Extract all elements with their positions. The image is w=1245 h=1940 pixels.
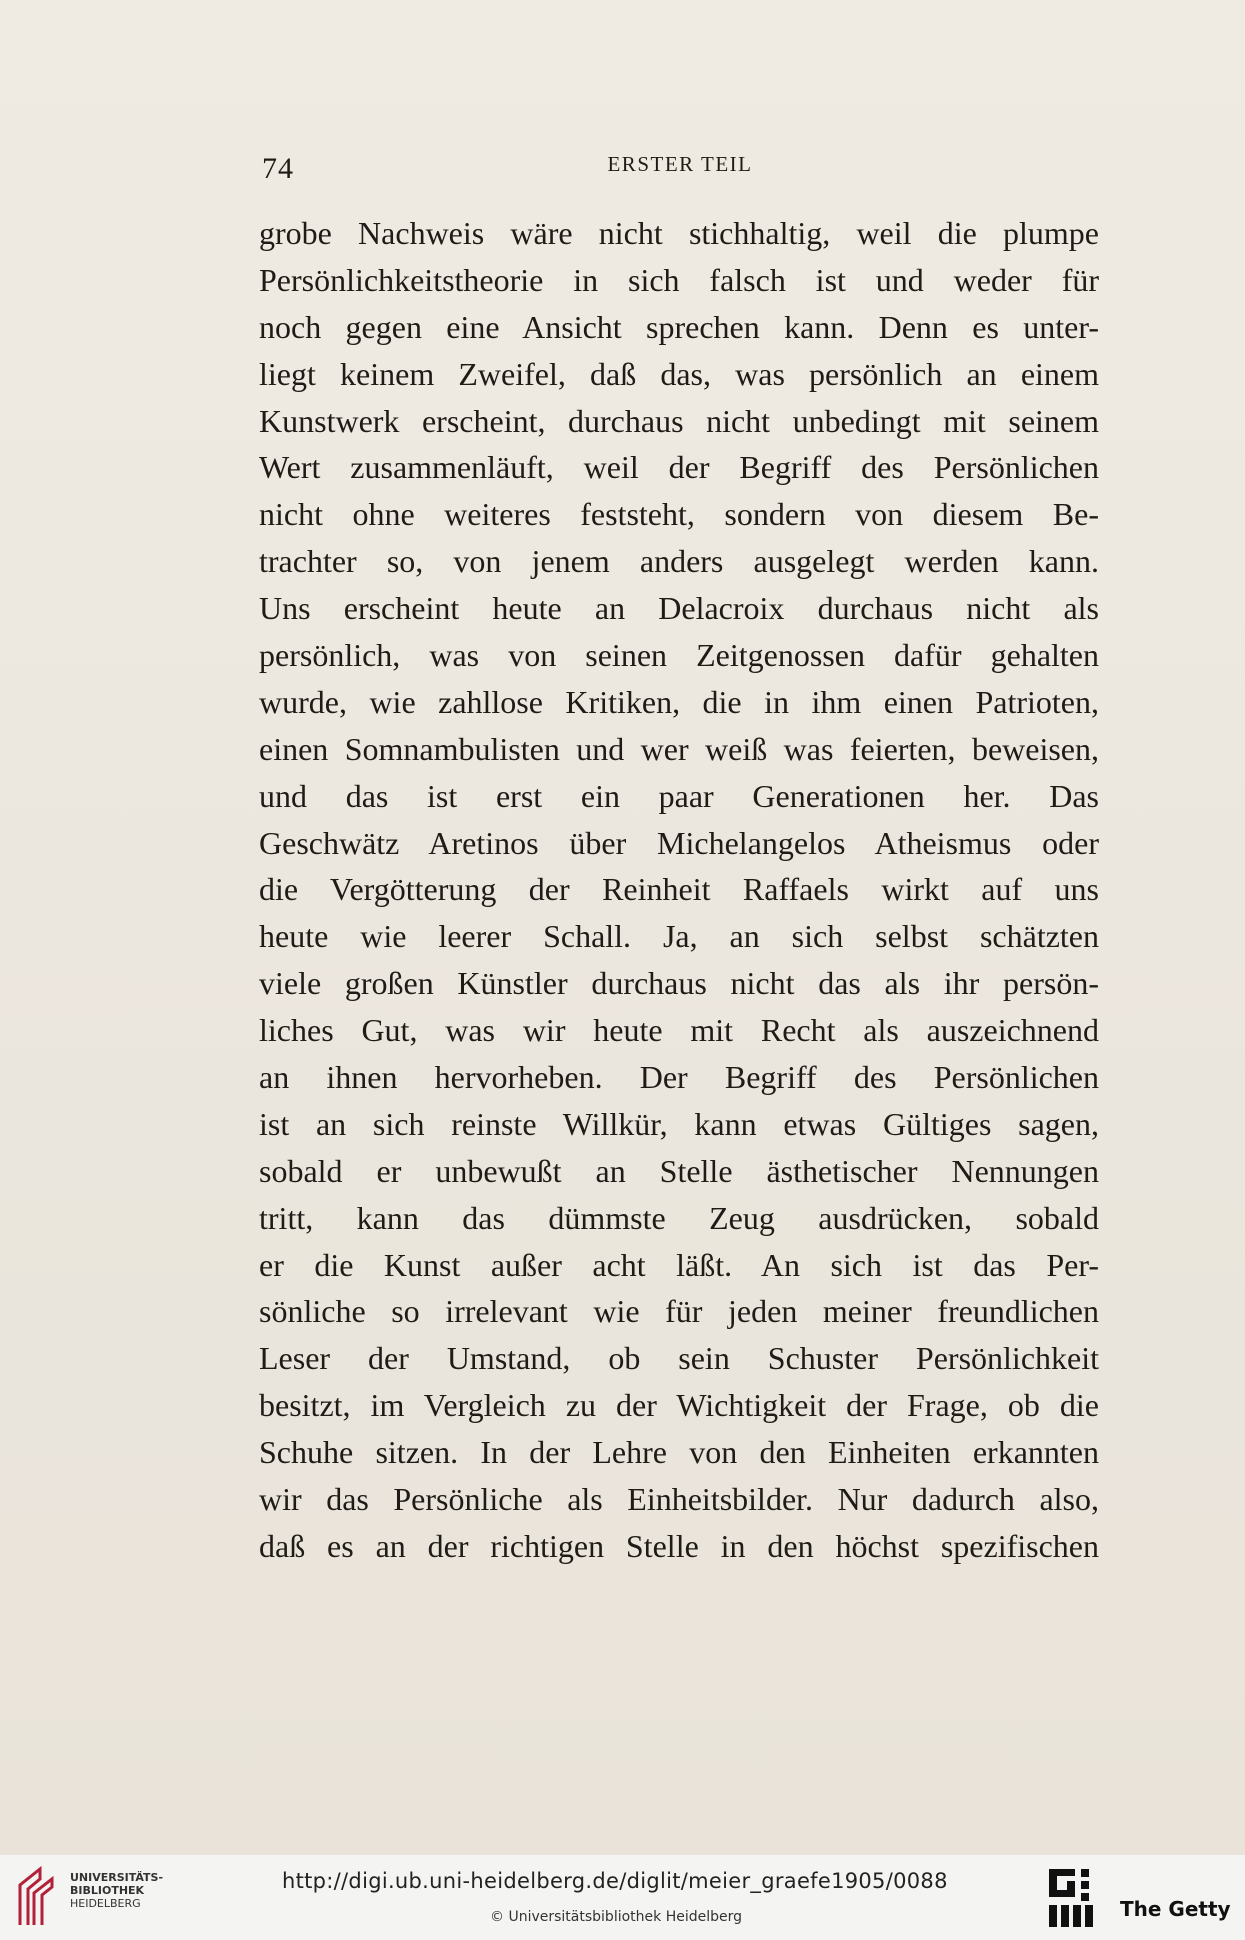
- text-line: Uns erscheint heute an Delacroix durchaus nicht als: [259, 590, 1099, 627]
- text-line: nicht ohne weiteres feststeht, sondern von diesem Be-: [259, 496, 1099, 533]
- text-line: persönlich, was von seinen Zeitgenossen dafür gehalten: [259, 637, 1099, 674]
- text-line: Schuhe sitzen. In der Lehre von den Einheiten erkannten: [259, 1434, 1099, 1471]
- text-line: wir das Persönliche als Einheitsbilder. Nur dadurch also,: [259, 1481, 1099, 1518]
- partner-name: The Getty: [1120, 1897, 1231, 1921]
- text-line: daß es an der richtigen Stelle in den höchst spezifischen: [259, 1527, 1099, 1564]
- footer-bar: [0, 1855, 1245, 1940]
- page-number: 74: [262, 152, 294, 185]
- text-line: sönliche so irrelevant wie für jeden meiner freundlichen: [259, 1293, 1099, 1330]
- text-line: grobe Nachweis wäre nicht stichhaltig, weil die plumpe: [259, 215, 1099, 251]
- text-line: besitzt, im Vergleich zu der Wichtigkeit der Frage, ob die: [259, 1387, 1099, 1424]
- text-line: an ihnen hervorheben. Der Begriff des Persönlichen: [259, 1059, 1099, 1096]
- text-line: die Vergötterung der Reinheit Raffaels wirkt auf uns: [259, 871, 1099, 908]
- text-line: einen Somnambulisten und wer weiß was feierten, beweisen,: [259, 730, 1099, 767]
- text-line: und das ist erst ein paar Generationen her. Das: [259, 777, 1099, 814]
- text-line: er die Kunst außer acht läßt. An sich ist das Per-: [259, 1246, 1099, 1283]
- getty-research-institute-logo[interactable]: [1045, 1865, 1101, 1931]
- text-line: liegt keinem Zweifel, daß das, was persönlich an einem: [259, 355, 1099, 392]
- library-name-line3: HEIDELBERG: [70, 1897, 141, 1910]
- text-line: wurde, wie zahllose Kritiken, die in ihm einen Patrioten,: [259, 683, 1099, 720]
- text-line: Wert zusammenläuft, weil der Begriff des Persönlichen: [259, 449, 1099, 486]
- text-line: Persönlichkeitstheorie in sich falsch ist und weder für: [259, 261, 1099, 298]
- text-line: heute wie leerer Schall. Ja, an sich selbst schätzten: [259, 918, 1099, 955]
- text-line: trachter so, von jenem anders ausgelegt werden kann.: [259, 543, 1099, 580]
- text-line: Kunstwerk erscheint, durchaus nicht unbedingt mit seinem: [259, 402, 1099, 439]
- text-line: tritt, kann das dümmste Zeug ausdrücken, sobald: [259, 1199, 1099, 1236]
- copyright-notice: © Universitätsbibliothek Heidelberg: [490, 1909, 743, 1925]
- text-line: Leser der Umstand, ob sein Schuster Persönlichkeit: [259, 1340, 1099, 1377]
- university-library-heidelberg-logo[interactable]: [14, 1865, 60, 1929]
- permalink-url[interactable]: http://digi.ub.uni-heidelberg.de/diglit/meier_graefe1905/0088: [282, 1869, 948, 1893]
- text-line: noch gegen eine Ansicht sprechen kann. Denn es unter-: [259, 308, 1099, 345]
- library-name-line1: UNIVERSITÄTS-: [70, 1871, 164, 1884]
- text-line: ist an sich reinste Willkür, kann etwas Gültiges sagen,: [259, 1105, 1099, 1142]
- text-line: viele großen Künstler durchaus nicht das als ihr persön-: [259, 965, 1099, 1002]
- text-line: Geschwätz Aretinos über Michelangelos Atheismus oder: [259, 824, 1099, 861]
- library-name: [70, 1871, 163, 1910]
- text-line: liches Gut, was wir heute mit Recht als auszeichnend: [259, 1012, 1099, 1049]
- running-head: [262, 142, 1098, 188]
- body-text: [259, 210, 1099, 1570]
- text-line: sobald er unbewußt an Stelle ästhetischer Nennungen: [259, 1152, 1099, 1189]
- library-name-line2: BIBLIOTHEK: [70, 1884, 145, 1897]
- section-title: ERSTER TEIL: [607, 152, 753, 176]
